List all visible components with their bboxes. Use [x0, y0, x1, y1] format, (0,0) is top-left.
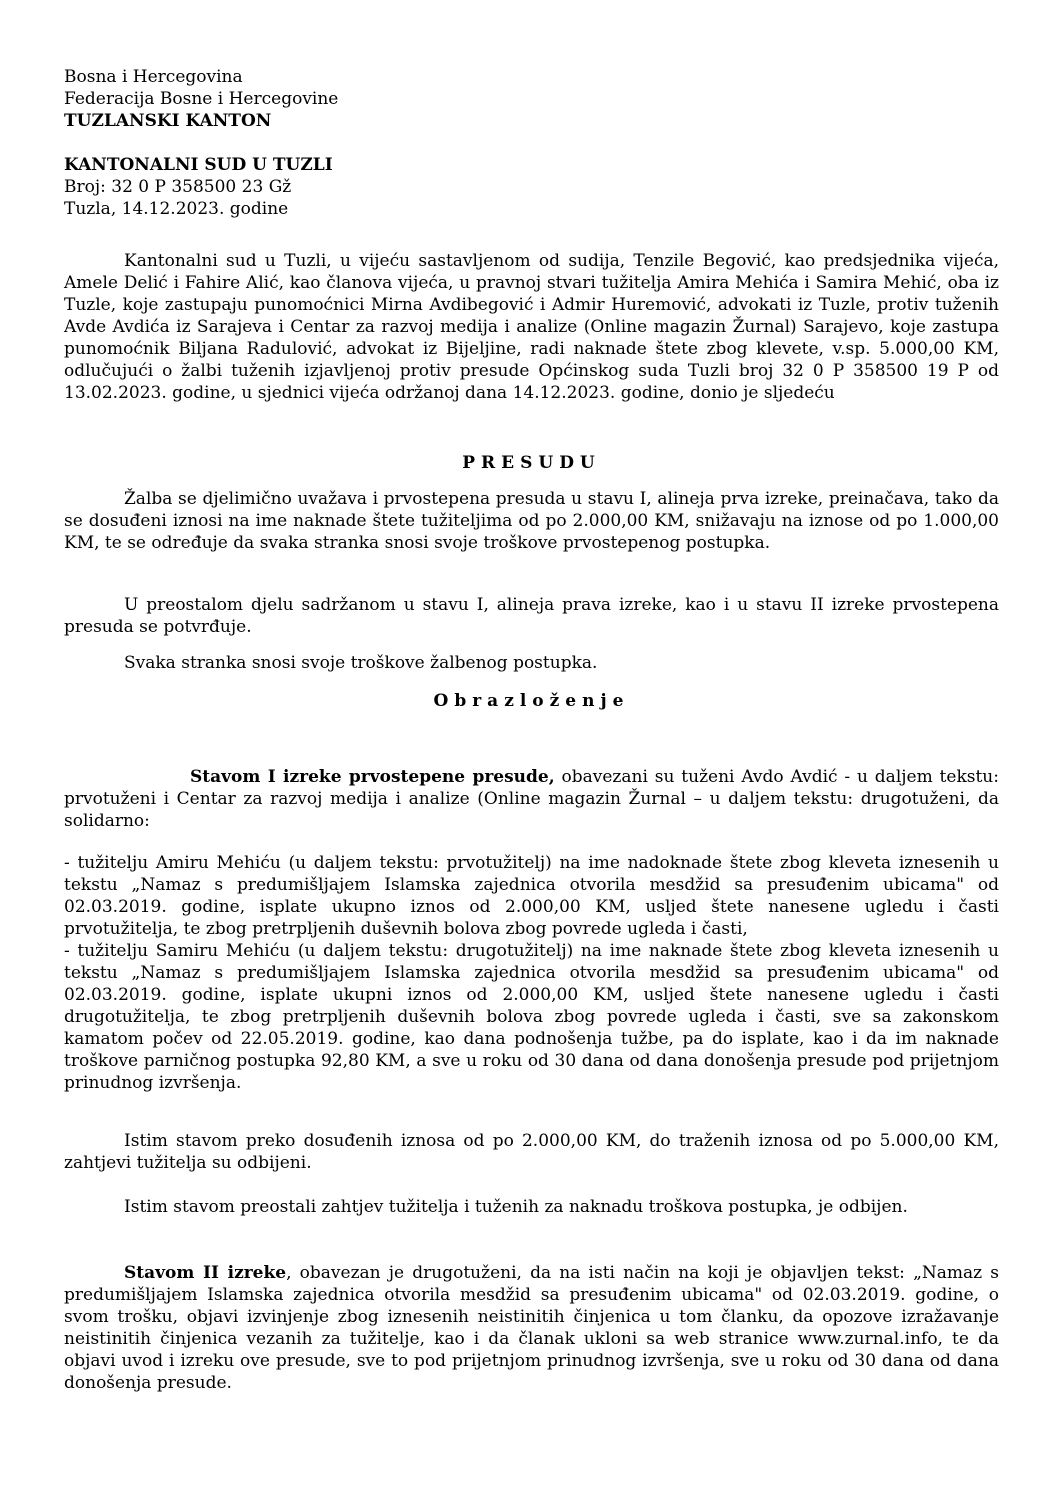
verdict-paragraph-1: Žalba se djelimično uvažava i prvostepena presuda u stavu I, alineja prva izreke, preinačava, tako da se dosuđeni iznosi na ime naknade štete tužiteljima od po 2.000,00 KM, snižavaju na iznose od po 1.000,00 KM, te se određuje da svaka stranka snosi svoje troškove prvostepenog postupka. — [64, 489, 999, 553]
verdict-title: PRESUDU — [462, 453, 601, 473]
reasoning-paragraph-4: Istim stavom preko dosuđenih iznosa od po 2.000,00 KM, do traženih iznosa od po 5.000,00 KM, zahtjevi tužitelja su odbijeni. — [64, 1131, 999, 1173]
reasoning-paragraph-3: - tužitelju Samiru Mehiću (u daljem tekstu: drugotužitelj) na ime naknade štete zbog kleveta iznesenih u tekstu „Namaz s predumišljajem Islamska zajednica otvorila mesdžid sa presuđenim ubicama" od 02.03.2019. godine, isplate ukupni iznos od 2.000,00 KM, usljed štete nanesene ugledu i časti drugotužitelja, te zbog pretrpljenih duševnih bolova zbog povrede ugleda i časti, sve sa zakonskom kamatom počev od 22.05.2019. godine, kao dana podnošenja tužbe, pa do isplate, kao i da im naknade troškove parničnog postupka 92,80 KM, a sve u roku od 30 dana od dana donošenja presude pod prijetnjom prinudnog izvršenja. — [64, 941, 999, 1093]
reasoning-paragraph-5: Istim stavom preostali zahtjev tužitelja i tuženih za naknadu troškova postupka, je odbijen. — [124, 1197, 908, 1217]
verdict-paragraph-2: U preostalom djelu sadržanom u stavu I, alineja prava izreke, kao i u stavu II izreke prvostepena presuda se potvrđuje. — [64, 595, 999, 637]
intro-paragraph: Kantonalni sud u Tuzli, u vijeću sastavljenom od sudija, Tenzile Begović, kao predsjednika vijeća, Amele Delić i Fahire Alić, kao članova vijeća, u pravnoj stvari tužitelja Amira Mehića i Samira Mehić, oba iz Tuzle, koje zastupaju punomoćnici Mirna Avdibegović i Admir Huremović, advokati iz Tuzle, protiv tuženih Avde Avdića iz Sarajeva i Centar za razvoj medija i analize (Online magazin Žurnal) Sarajevo, koje zastupa punomoćnik Biljana Radulović, advokat iz Bijeljine, radi naknade štete zbog klevete, v.sp. 5.000,00 KM, odlučujući o žalbi tuženih izjavljenoj protiv presude Općinskog suda Tuzli broj 32 0 P 358500 19 P od 13.02.2023. godine, u sjednici vijeća održanoj dana 14.12.2023. godine, donio je sljedeću — [64, 251, 999, 403]
reasoning-paragraph-6-text: , obavezan je drugotuženi, da na isti način na koji je objavljen tekst: „Namaz s predumišljajem Islamska zajednica otvorila mesdžid sa presuđenim ubicama" od 02.03.2019. godine, o svom trošku, objavi izvinjenje zbog iznesenih neistinitih činjenica u tom članku, da opozove izražavanje neistinitih činjenica vezanih za tužitelje, kao i da članak ukloni sa web stranice www.zurnal.info, te da objavi uvod i izreku ove presude, sve to pod prijetnjom prinudnog izvršenja, sve u roku od 30 dana od dana donošenja presude. — [64, 1263, 999, 1393]
entity-line: Federacija Bosne i Hercegovine — [64, 89, 339, 109]
reasoning-title: Obrazloženje — [433, 691, 630, 711]
reasoning-paragraph-6-lead: Stavom II izreke — [124, 1263, 287, 1283]
verdict-paragraph-3: Svaka stranka snosi svoje troškove žalbenog postupka. — [124, 653, 598, 673]
reasoning-paragraph-6 — [64, 1262, 999, 1394]
reasoning-paragraph-1 — [64, 766, 999, 832]
canton-line: TUZLANSKI KANTON — [64, 111, 272, 131]
reasoning-paragraph-2: - tužitelju Amiru Mehiću (u daljem tekstu: prvotužitelj) na ime nadoknade štete zbog kleveta iznesenih u tekstu „Namaz s predumišljajem Islamska zajednica otvorila mesdžid sa presuđenim ubicama" od 02.03.2019. godine, isplate ukupno iznos od 2.000,00 KM, usljed štete nanesene ugledu i časti prvotužitelja, te zbog pretrpljenih duševnih bolova zbog povrede ugleda i časti, — [64, 853, 999, 939]
document-header — [64, 66, 338, 220]
reasoning-paragraph-1-text: obavezani su tuženi Avdo Avdić - u daljem tekstu: prvotuženi i Centar za razvoj medija i analize (Online magazin Žurnal – u daljem tekstu: drugotuženi, da solidarno: — [64, 767, 999, 831]
reasoning-paragraph-1-lead: Stavom I izreke prvostepene presude, — [190, 767, 555, 787]
place-date: Tuzla, 14.12.2023. godine — [64, 199, 289, 219]
country-line: Bosna i Hercegovina — [64, 67, 243, 87]
case-number: Broj: 32 0 P 358500 23 Gž — [64, 177, 292, 197]
court-name: KANTONALNI SUD U TUZLI — [64, 155, 333, 175]
